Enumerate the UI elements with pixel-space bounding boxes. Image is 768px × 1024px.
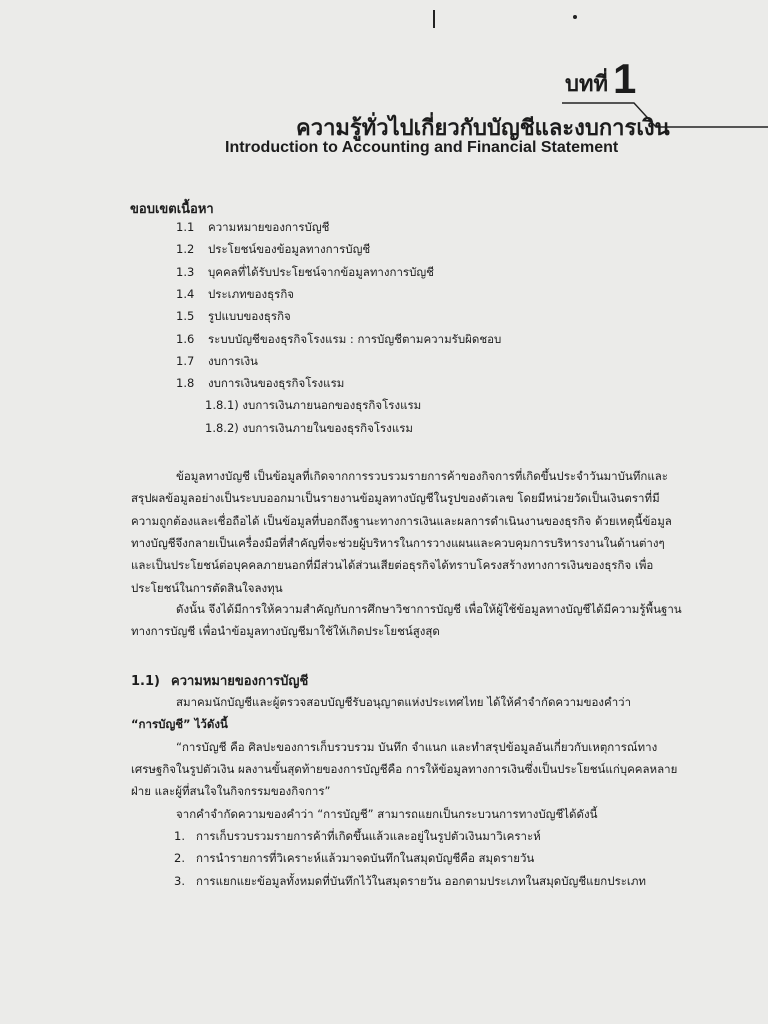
scope-item [176, 241, 370, 259]
section-line: ฝ่าย และผู้ที่สนใจในกิจกรรมของกิจการ” [131, 784, 331, 799]
scope-subitem [205, 420, 413, 438]
scope-subitem-text: งบการเงินภายในของธุรกิจโรงแรม [242, 420, 413, 435]
intro-line: สรุปผลข้อมูลอย่างเป็นระบบออกมาเป็นรายงานข้อมูลทางบัญชีในรูปของตัวเลข โดยมีหน่วยวัดเป็นเงินตราที่มี [131, 491, 660, 506]
process-step-text: การนำรายการที่วิเคราะห์แล้วมาจดบันทึกในสมุดบัญชีคือ สมุดรายวัน [196, 851, 535, 866]
scope-item-text: ประเภทของธุรกิจ [208, 286, 295, 301]
intro-line: ความถูกต้องและเชื่อถือได้ เป็นข้อมูลที่บอกถึงฐานะทางการเงินและผลการดำเนินงานของธุรกิจ ด้วยเหตุนี้ข้อมูล [131, 513, 672, 528]
scope-heading: ขอบเขตเนื้อหา [130, 202, 214, 217]
scan-mark-left [433, 10, 435, 28]
intro-line: ประโยชน์ในการตัดสินใจลงทุน [131, 580, 283, 595]
scope-item-number: 1.4 [176, 286, 195, 301]
chapter-title-thai: ความรู้ทั่วไปเกี่ยวกับบัญชีและงบการเงิน [296, 116, 670, 141]
intro-line: ดังนั้น จึงได้มีการให้ความสำคัญกับการศึกษาวิชาการบัญชี เพื่อให้ผู้ใช้ข้อมูลทางบัญชีได้มีความรู้พื้นฐาน [176, 602, 682, 616]
scope-item-text: งบการเงินของธุรกิจโรงแรม [208, 376, 345, 391]
scope-item-number: 1.3 [176, 264, 195, 279]
process-step [174, 850, 534, 868]
section-line: “การบัญชี” ไว้ดังนี้ [131, 717, 228, 732]
scope-item [176, 375, 344, 393]
intro-line: ข้อมูลทางบัญชี เป็นข้อมูลที่เกิดจากการรวบรวมรายการค้าของกิจการที่เกิดขึ้นประจำวันมาบันทึกและ [176, 469, 668, 483]
scope-item [176, 219, 329, 237]
scan-mark-dot [573, 15, 577, 19]
scope-item-number: 1.5 [176, 309, 195, 324]
process-step-number: 2. [174, 851, 185, 866]
intro-line: ทางการบัญชี เพื่อนำข้อมูลทางบัญชีมาใช้ให้เกิดประโยชน์สูงสุด [131, 624, 440, 639]
scope-item-text: บุคคลที่ได้รับประโยชน์จากข้อมูลทางการบัญชี [208, 264, 434, 279]
process-step [174, 873, 646, 891]
scope-subitem-number: 1.8.1) [205, 398, 243, 413]
scope-item [176, 308, 291, 326]
intro-line: และเป็นประโยชน์ต่อบุคคลภายนอกที่มีส่วนได้ส่วนเสียต่อธุรกิจได้ทราบโครงสร้างทางการเงินของธุรกิจ เพื่อ [131, 558, 654, 573]
scope-item-text: รูปแบบของธุรกิจ [208, 309, 291, 324]
process-step-number: 1. [174, 829, 185, 843]
scope-item-number: 1.6 [176, 331, 195, 346]
section-number: 1.1) [131, 674, 160, 689]
scope-subitem [205, 397, 421, 415]
section-line: จากคำจำกัดความของคำว่า “การบัญชี” สามารถแยกเป็นกระบวนการทางบัญชีได้ดังนี้ [176, 806, 598, 821]
section-line: เศรษฐกิจในรูปตัวเงิน ผลงานขั้นสุดท้ายของการบัญชีคือ การให้ข้อมูลทางการเงินซึ่งเป็นประโยชน์แก่บุคคลหลาย [131, 761, 678, 776]
scope-item-number: 1.2 [176, 242, 195, 257]
scope-item-text: ความหมายของการบัญชี [208, 220, 330, 234]
scope-item [176, 264, 434, 282]
chapter-number: 1 [613, 55, 637, 102]
section-heading [131, 670, 308, 691]
scope-item-number: 1.1 [176, 220, 195, 234]
scope-item-text: ประโยชน์ของข้อมูลทางการบัญชี [208, 242, 371, 257]
section-title: ความหมายของการบัญชี [171, 674, 309, 689]
process-step-text: การเก็บรวบรวมรายการค้าที่เกิดขึ้นแล้วและอยู่ในรูปตัวเงินมาวิเคราะห์ [196, 829, 541, 843]
process-step [174, 828, 541, 846]
scope-subitem-text: งบการเงินภายนอกของธุรกิจโรงแรม [242, 398, 422, 413]
chapter-title-english: Introduction to Accounting and Financial Statement [225, 139, 619, 156]
scope-item-number: 1.8 [176, 376, 195, 391]
scope-subitem-number: 1.8.2) [205, 420, 243, 435]
intro-line: ทางบัญชีจึงกลายเป็นเครื่องมือที่สำคัญที่จะช่วยผู้บริหารในการวางแผนและควบคุมการบริหารงานในด้านต่างๆ [131, 535, 665, 550]
section-line: “การบัญชี คือ ศิลปะของการเก็บรวบรวม บันทึก จำแนก และทำสรุปข้อมูลอันเกี่ยวกับเหตุการณ์ทาง [176, 739, 658, 754]
scope-item-text: งบการเงิน [208, 353, 258, 368]
scope-item [176, 353, 258, 371]
section-line: สมาคมนักบัญชีและผู้ตรวจสอบบัญชีรับอนุญาตแห่งประเทศไทย ได้ให้คำจำกัดความของคำว่า [176, 695, 632, 709]
chapter-label: บทที่ [565, 72, 608, 97]
scope-item [176, 331, 501, 349]
scope-item-text: ระบบบัญชีของธุรกิจโรงแรม : การบัญชีตามความรับผิดชอบ [208, 331, 502, 346]
scope-item [176, 286, 294, 304]
process-step-text: การแยกแยะข้อมูลทั้งหมดที่บันทึกไว้ในสมุดรายวัน ออกตามประเภทในสมุดบัญชีแยกประเภท [196, 873, 647, 888]
scope-item-number: 1.7 [176, 353, 195, 368]
process-step-number: 3. [174, 873, 185, 888]
